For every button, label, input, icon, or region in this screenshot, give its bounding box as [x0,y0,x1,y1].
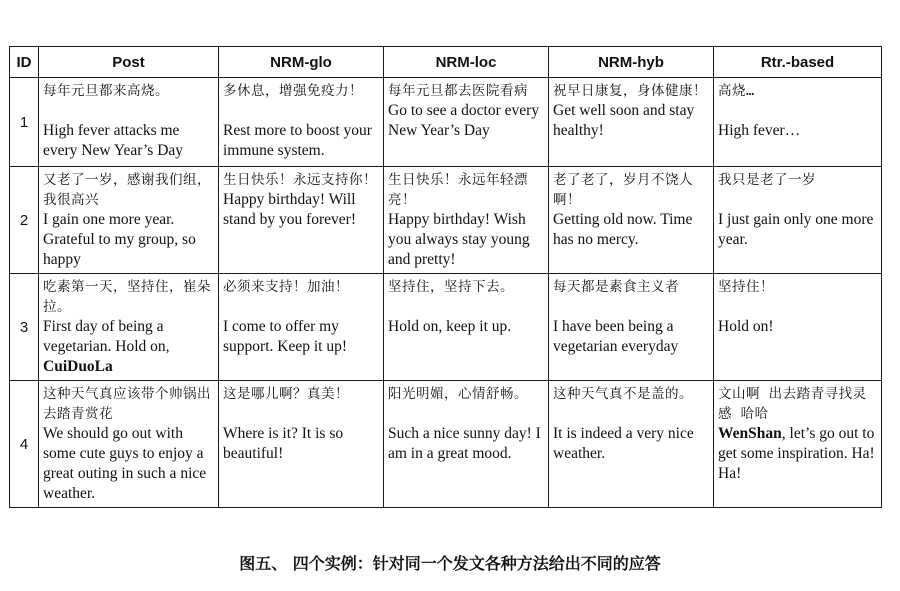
rtr-cell [714,274,882,381]
nrm-loc-zh: 生日快乐！永远年轻漂亮！ [388,172,528,208]
nrm-hyb-zh: 这种天气真不是盖的。 [553,386,693,402]
nrm-glo-en: Rest more to boost your immune system. [223,122,372,159]
post-cell [39,381,219,508]
nrm-loc-en: Go to see a doctor every New Year’s Day [388,102,540,139]
table-row [10,167,882,274]
table-row [10,78,882,167]
header-nrm-loc: NRM-loc [384,47,549,78]
table-row [10,381,882,508]
figure-caption: 图五、 四个实例：针对同一个发文各种方法给出不同的应答 [239,554,661,573]
nrm-glo-en: I come to offer my support. Keep it up! [223,318,347,355]
nrm-loc-en: Happy birthday! Wish you always stay young and pretty! [388,211,530,268]
nrm-glo-en: Happy birthday! Will stand by you forever! [223,191,356,228]
post-en-name: CuiDuoLa [43,358,113,375]
nrm-loc-en: Hold on, keep it up. [388,318,512,335]
nrm-glo-zh: 多休息，增强免疫力！ [223,83,363,99]
nrm-hyb-cell [549,381,714,508]
header-nrm-hyb: NRM-hyb [549,47,714,78]
nrm-hyb-en: It is indeed a very nice weather. [553,425,694,462]
row-id: 3 [10,274,39,381]
header-post: Post [39,47,219,78]
header-nrm-glo: NRM-glo [219,47,384,78]
nrm-glo-zh: 这是哪儿啊？真美！ [223,386,349,402]
nrm-loc-zh: 每年元旦都去医院看病 [388,83,528,99]
rtr-zh: 高烧… [718,83,755,99]
nrm-hyb-zh: 祝早日康复，身体健康！ [553,83,707,99]
post-en: We should go out with some cute guys to enjoy a great outing in such a nice weather. [43,425,207,502]
rtr-en: High fever… [718,122,801,139]
nrm-hyb-zh: 每天都是素食主义者 [553,279,679,295]
nrm-hyb-cell [549,167,714,274]
post-en [43,317,214,377]
nrm-hyb-en: Getting old now. Time has no mercy. [553,211,693,248]
nrm-glo-cell [219,274,384,381]
post-en: I gain one more year. Grateful to my group, so happy [43,211,196,268]
post-zh: 这种天气真应该带个帅锅出去踏青赏花 [43,386,211,422]
row-id: 2 [10,167,39,274]
nrm-glo-cell [219,78,384,167]
nrm-glo-zh: 生日快乐！永远支持你！ [223,172,377,188]
row-id: 4 [10,381,39,508]
post-en: High fever attacks me every New Year’s Day [43,122,184,159]
rtr-en-name: WenShan [718,425,782,442]
nrm-hyb-cell [549,78,714,167]
nrm-hyb-zh: 老了老了，岁月不饶人啊！ [553,172,693,208]
post-cell [39,78,219,167]
post-zh: 又老了一岁，感谢我们组，我很高兴 [43,172,211,208]
nrm-loc-cell [384,167,549,274]
nrm-glo-cell [219,167,384,274]
rtr-en-text: , let’s go out to get some inspiration. Ha! Ha! [718,425,875,482]
nrm-loc-zh: 坚持住，坚持下去。 [388,279,514,295]
rtr-en: I just gain only one more year. [718,211,874,248]
rtr-en: Hold on! [718,318,774,335]
post-zh: 吃素第一天，坚持住，崔朵拉。 [43,279,211,315]
post-en-text: First day of being a vegetarian. Hold on, [43,318,170,355]
rtr-zh: 我只是老了一岁 [718,172,816,188]
nrm-hyb-en: Get well soon and stay healthy! [553,102,695,139]
rtr-zh: 坚持住！ [718,279,774,295]
post-cell [39,274,219,381]
rtr-cell [714,381,882,508]
nrm-hyb-cell [549,274,714,381]
table-row [10,274,882,381]
nrm-glo-zh: 必须来支持！加油！ [223,279,349,295]
examples-table [9,46,882,508]
rtr-cell [714,78,882,167]
nrm-loc-en: Such a nice sunny day! I am in a great mood. [388,425,541,462]
post-zh: 每年元旦都来高烧。 [43,83,169,99]
post-cell [39,167,219,274]
nrm-hyb-en: I have been being a vegetarian everyday [553,318,679,355]
nrm-loc-cell [384,274,549,381]
rtr-cell [714,167,882,274]
nrm-loc-cell [384,78,549,167]
nrm-loc-cell [384,381,549,508]
nrm-loc-zh: 阳光明媚，心情舒畅。 [388,386,528,402]
header-row [10,47,882,78]
row-id: 1 [10,78,39,167]
rtr-zh: 文山啊 出去踏青寻找灵感 哈哈 [718,386,867,422]
nrm-glo-cell [219,381,384,508]
header-rtr-based: Rtr.-based [714,47,882,78]
nrm-glo-en: Where is it? It is so beautiful! [223,425,344,462]
rtr-en [718,424,877,484]
header-id: ID [10,47,39,78]
